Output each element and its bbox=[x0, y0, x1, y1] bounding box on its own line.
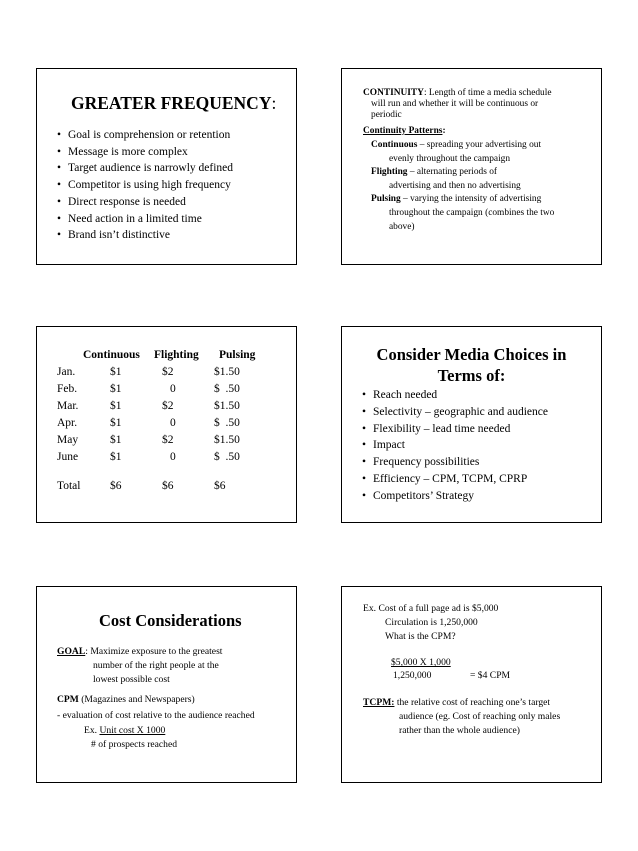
pattern-pulsing-line: throughout the campaign (combines the two bbox=[389, 208, 555, 218]
continuity-definition-line: will run and whether it will be continuous or bbox=[371, 99, 539, 109]
table-cell: May bbox=[57, 434, 79, 446]
table-cell: Mar. bbox=[57, 400, 79, 412]
table-cell: $2 bbox=[162, 434, 174, 446]
pattern-continuous: Continuous – spreading your advertising out bbox=[371, 140, 542, 150]
column-header: Continuous bbox=[83, 349, 140, 361]
continuity-definition: CONTINUITY: Length of time a media schedule bbox=[363, 88, 552, 98]
table-cell: $1.50 bbox=[214, 366, 240, 378]
table-cell: Feb. bbox=[57, 383, 78, 395]
continuity-patterns-heading: Continuity Patterns: bbox=[363, 126, 446, 136]
example-line: What is the CPM? bbox=[385, 631, 456, 642]
bullet-item: • Target audience is narrowly defined bbox=[57, 160, 233, 177]
table-cell: June bbox=[57, 451, 79, 463]
slide-cost-considerations bbox=[36, 586, 297, 783]
table-cell: 0 bbox=[170, 417, 176, 429]
cpm-evaluation: - evaluation of cost relative to the audience reached bbox=[57, 710, 255, 721]
bullet-item: • Direct response is needed bbox=[57, 194, 233, 211]
table-cell: $ .50 bbox=[214, 417, 240, 429]
calc-result: = $4 CPM bbox=[470, 670, 511, 681]
total-cell: $6 bbox=[110, 480, 122, 492]
bullet-item: • Selectivity – geographic and audience bbox=[362, 404, 548, 421]
slide-continuity bbox=[341, 68, 602, 265]
pattern-flighting: Flighting – alternating periods of bbox=[371, 167, 498, 177]
bullet-item: • Competitor is using high frequency bbox=[57, 177, 233, 194]
column-header: Flighting bbox=[154, 349, 199, 361]
table-cell: $ .50 bbox=[214, 451, 240, 463]
table-cell: $2 bbox=[162, 400, 174, 412]
cpm-line: CPM (Magazines and Newspapers) bbox=[57, 694, 195, 705]
slide-title: GREATER FREQUENCY: bbox=[71, 93, 277, 113]
bullet-item: • Impact bbox=[362, 437, 548, 454]
bullet-list bbox=[362, 387, 548, 505]
total-cell: Total bbox=[57, 480, 81, 492]
slide-title: Cost Considerations bbox=[99, 611, 242, 630]
continuity-definition-line: periodic bbox=[371, 110, 402, 120]
slide-title-line: Terms of: bbox=[437, 366, 506, 385]
pattern-pulsing: Pulsing – varying the intensity of advertising bbox=[371, 194, 542, 204]
example-line: Ex. Cost of a full page ad is $5,000 bbox=[363, 603, 499, 614]
table-cell: $1 bbox=[110, 366, 122, 378]
slide-media-choices bbox=[341, 326, 602, 523]
column-header: Pulsing bbox=[219, 349, 256, 361]
table-cell: Jan. bbox=[57, 366, 76, 378]
bullet-item: • Need action in a limited time bbox=[57, 211, 233, 228]
slide-title-line: Consider Media Choices in bbox=[376, 345, 567, 364]
tcpm-line: rather than the whole audience) bbox=[399, 725, 520, 736]
slide-greater-frequency bbox=[36, 68, 297, 265]
cpm-formula: Ex. Unit cost X 1000 bbox=[84, 725, 166, 736]
bullet-item: • Goal is comprehension or retention bbox=[57, 127, 233, 144]
pattern-pulsing-line: above) bbox=[389, 222, 415, 232]
goal-line: GOAL: Maximize exposure to the greatest bbox=[57, 646, 223, 657]
bullet-item: • Competitors’ Strategy bbox=[362, 488, 548, 505]
table-cell: $1 bbox=[110, 417, 122, 429]
table-cell: Apr. bbox=[57, 417, 78, 429]
bullet-item: • Efficiency – CPM, TCPM, CPRP bbox=[362, 471, 548, 488]
table-cell: $1 bbox=[110, 434, 122, 446]
total-cell: $6 bbox=[162, 480, 174, 492]
pattern-flighting-line: advertising and then no advertising bbox=[389, 181, 521, 191]
slide-cpm-example bbox=[341, 586, 602, 783]
table-cell: 0 bbox=[170, 451, 176, 463]
tcpm-line: TCPM: the relative cost of reaching one’s target bbox=[363, 697, 551, 708]
table-cell: 0 bbox=[170, 383, 176, 395]
example-line: Circulation is 1,250,000 bbox=[385, 617, 478, 628]
bullet-item: • Frequency possibilities bbox=[362, 454, 548, 471]
total-cell: $6 bbox=[214, 480, 226, 492]
table-cell: $1 bbox=[110, 383, 122, 395]
calc-numerator: $5,000 X 1,000 bbox=[391, 657, 451, 668]
goal-line: number of the right people at the bbox=[93, 660, 219, 671]
slide-schedule-table bbox=[36, 326, 297, 523]
pattern-continuous-line: evenly throughout the campaign bbox=[389, 154, 511, 164]
bullet-list bbox=[57, 127, 233, 244]
table-cell: $ .50 bbox=[214, 383, 240, 395]
table-cell: $1.50 bbox=[214, 400, 240, 412]
table-cell: $1 bbox=[110, 451, 122, 463]
table-cell: $2 bbox=[162, 366, 174, 378]
table-cell: $1.50 bbox=[214, 434, 240, 446]
bullet-item: • Reach needed bbox=[362, 387, 548, 404]
table-cell: $1 bbox=[110, 400, 122, 412]
goal-line: lowest possible cost bbox=[93, 674, 170, 685]
bullet-item: • Flexibility – lead time needed bbox=[362, 421, 548, 438]
bullet-item: • Message is more complex bbox=[57, 144, 233, 161]
calc-denominator: 1,250,000 bbox=[393, 670, 432, 681]
tcpm-line: audience (eg. Cost of reaching only males bbox=[399, 711, 561, 722]
bullet-item: • Brand isn’t distinctive bbox=[57, 227, 233, 244]
cpm-formula-denominator: # of prospects reached bbox=[91, 739, 178, 750]
